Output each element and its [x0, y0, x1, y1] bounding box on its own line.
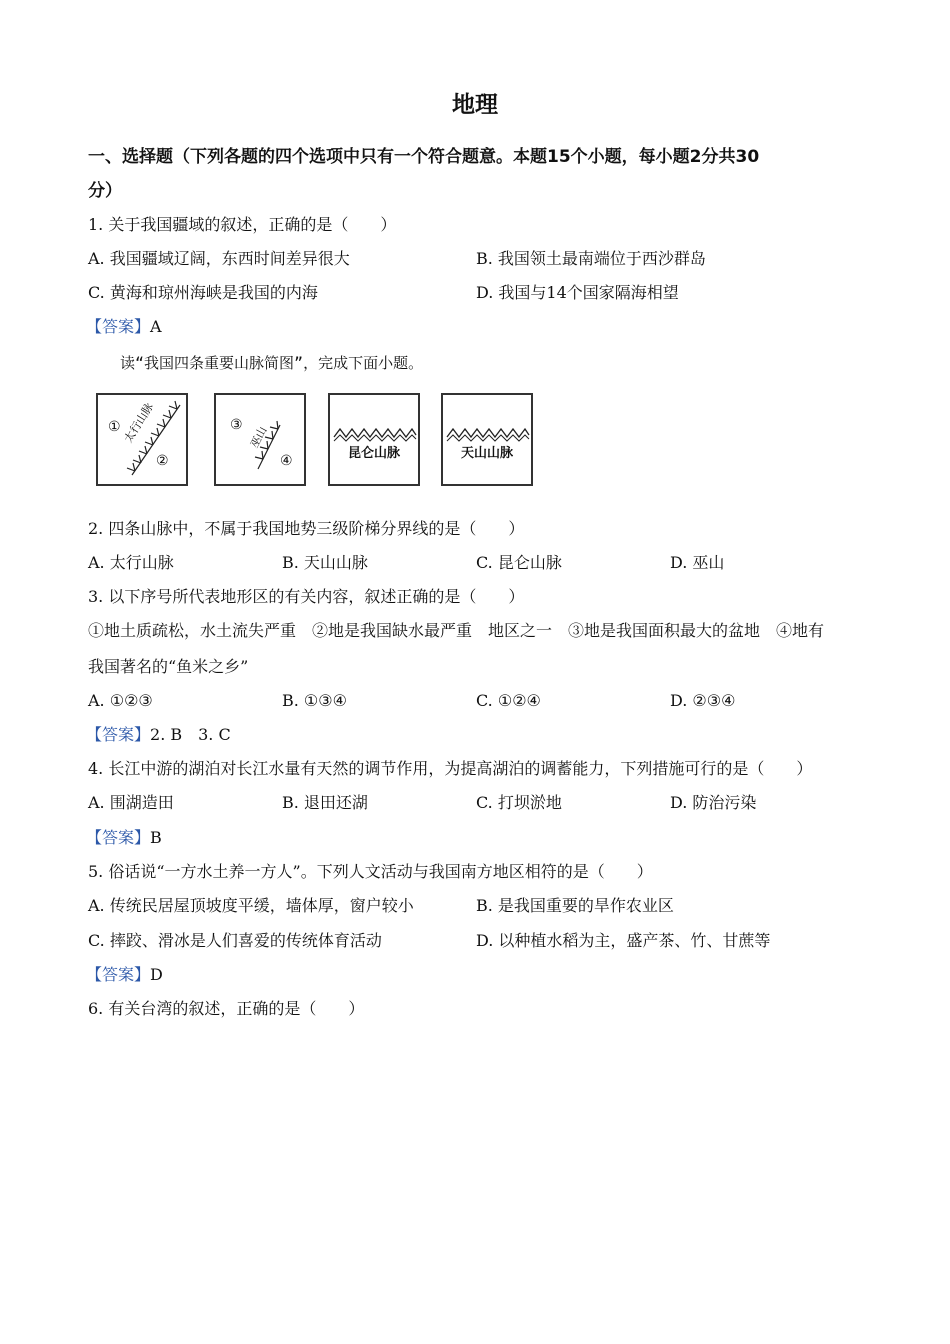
figure-wushan — [214, 393, 306, 486]
q2-stem: 2. 四条山脉中，不属于我国地势三级阶梯分界线的是（ ） — [88, 519, 525, 538]
answer-tag: 【答案】 — [86, 965, 151, 984]
kunlun-sketch — [330, 395, 418, 484]
q3-stem: 3. 以下序号所代表地形区的有关内容，叙述正确的是（ ） — [88, 587, 525, 606]
q3-option-c: C. ①②④ — [476, 691, 541, 710]
q3-statements-line1: ①地土质疏松，水土流失严重 ②地是我国缺水最严重 地区之一 ③地是我国面积最大的盆地 ④地有 — [88, 621, 825, 640]
section-heading-line1: 一、选择题（下列各题的四个选项中只有一个符合题意。本题15个小题，每小题2分共30 — [88, 147, 760, 167]
figure-tianshan — [441, 393, 533, 486]
q5-answer — [86, 964, 163, 986]
q3-statements-line2: 我国著名的“鱼米之乡” — [88, 657, 249, 676]
q1-option-b: B. 我国领土最南端位于西沙群岛 — [476, 249, 706, 268]
wushan-label: 巫山 — [247, 424, 270, 451]
q4-option-c: C. 打坝淤地 — [476, 793, 562, 812]
answer-tag: 【答案】 — [86, 725, 151, 744]
q3-option-a: A. ①②③ — [88, 691, 153, 710]
region-3-marker: ③ — [230, 417, 243, 433]
figure-taihang — [96, 393, 188, 486]
q2-option-c: C. 昆仑山脉 — [476, 553, 562, 572]
q1-stem: 1. 关于我国疆域的叙述，正确的是（ ） — [88, 215, 397, 234]
q2-option-b: B. 天山山脉 — [282, 553, 368, 572]
taihang-label: 太行山脉 — [121, 400, 157, 445]
answer-tag: 【答案】 — [86, 317, 151, 336]
q4-option-b: B. 退田还湖 — [282, 793, 368, 812]
answer-tag: 【答案】 — [86, 828, 151, 847]
answer-value: D — [150, 965, 163, 984]
q1-option-c: C. 黄海和琼州海峡是我国的内海 — [88, 283, 318, 302]
answer-value: B — [150, 828, 162, 847]
q2-option-d: D. 巫山 — [670, 553, 725, 572]
page-title: 地理 — [452, 92, 498, 118]
q4-stem: 4. 长江中游的湖泊对长江水量有天然的调节作用，为提高湖泊的调蓄能力，下列措施可行的是（ ） — [88, 759, 813, 778]
q5-option-a: A. 传统民居屋顶坡度平缓，墙体厚，窗户较小 — [88, 896, 414, 915]
q5-option-d: D. 以种植水稻为主，盛产茶、竹、甘蔗等 — [476, 931, 771, 950]
q3-option-b: B. ①③④ — [282, 691, 347, 710]
q6-stem: 6. 有关台湾的叙述，正确的是（ ） — [88, 999, 365, 1018]
tianshan-sketch — [443, 395, 531, 484]
q1-option-a: A. 我国疆域辽阔，东西时间差异很大 — [88, 249, 350, 268]
intro-text: 读“我国四条重要山脉简图”，完成下面小题。 — [120, 354, 424, 372]
region-4-marker: ④ — [280, 453, 293, 469]
q5-option-c: C. 摔跤、滑冰是人们喜爱的传统体育活动 — [88, 931, 382, 950]
figure-kunlun — [328, 393, 420, 486]
region-1-marker: ① — [108, 419, 121, 435]
q5-stem: 5. 俗话说“一方水土养一方人”。下列人文活动与我国南方地区相符的是（ ） — [88, 862, 653, 881]
q4-answer — [86, 827, 162, 849]
answer-value: A — [150, 317, 162, 336]
q3-option-d: D. ②③④ — [670, 691, 736, 710]
tianshan-label: 天山山脉 — [460, 446, 513, 461]
answer-value: 2. B 3. C — [150, 725, 231, 744]
q1-answer — [86, 316, 162, 338]
section-heading-line2: 分） — [88, 181, 122, 201]
q4-option-d: D. 防治污染 — [670, 793, 757, 812]
q3-answer — [86, 724, 231, 746]
section-heading — [88, 140, 868, 208]
q1-option-d: D. 我国与14个国家隔海相望 — [476, 283, 679, 302]
kunlun-label: 昆仑山脉 — [347, 446, 400, 461]
region-2-marker: ② — [156, 453, 169, 469]
q4-option-a: A. 围湖造田 — [88, 793, 174, 812]
q5-option-b: B. 是我国重要的旱作农业区 — [476, 896, 674, 915]
q2-option-a: A. 太行山脉 — [88, 553, 174, 572]
